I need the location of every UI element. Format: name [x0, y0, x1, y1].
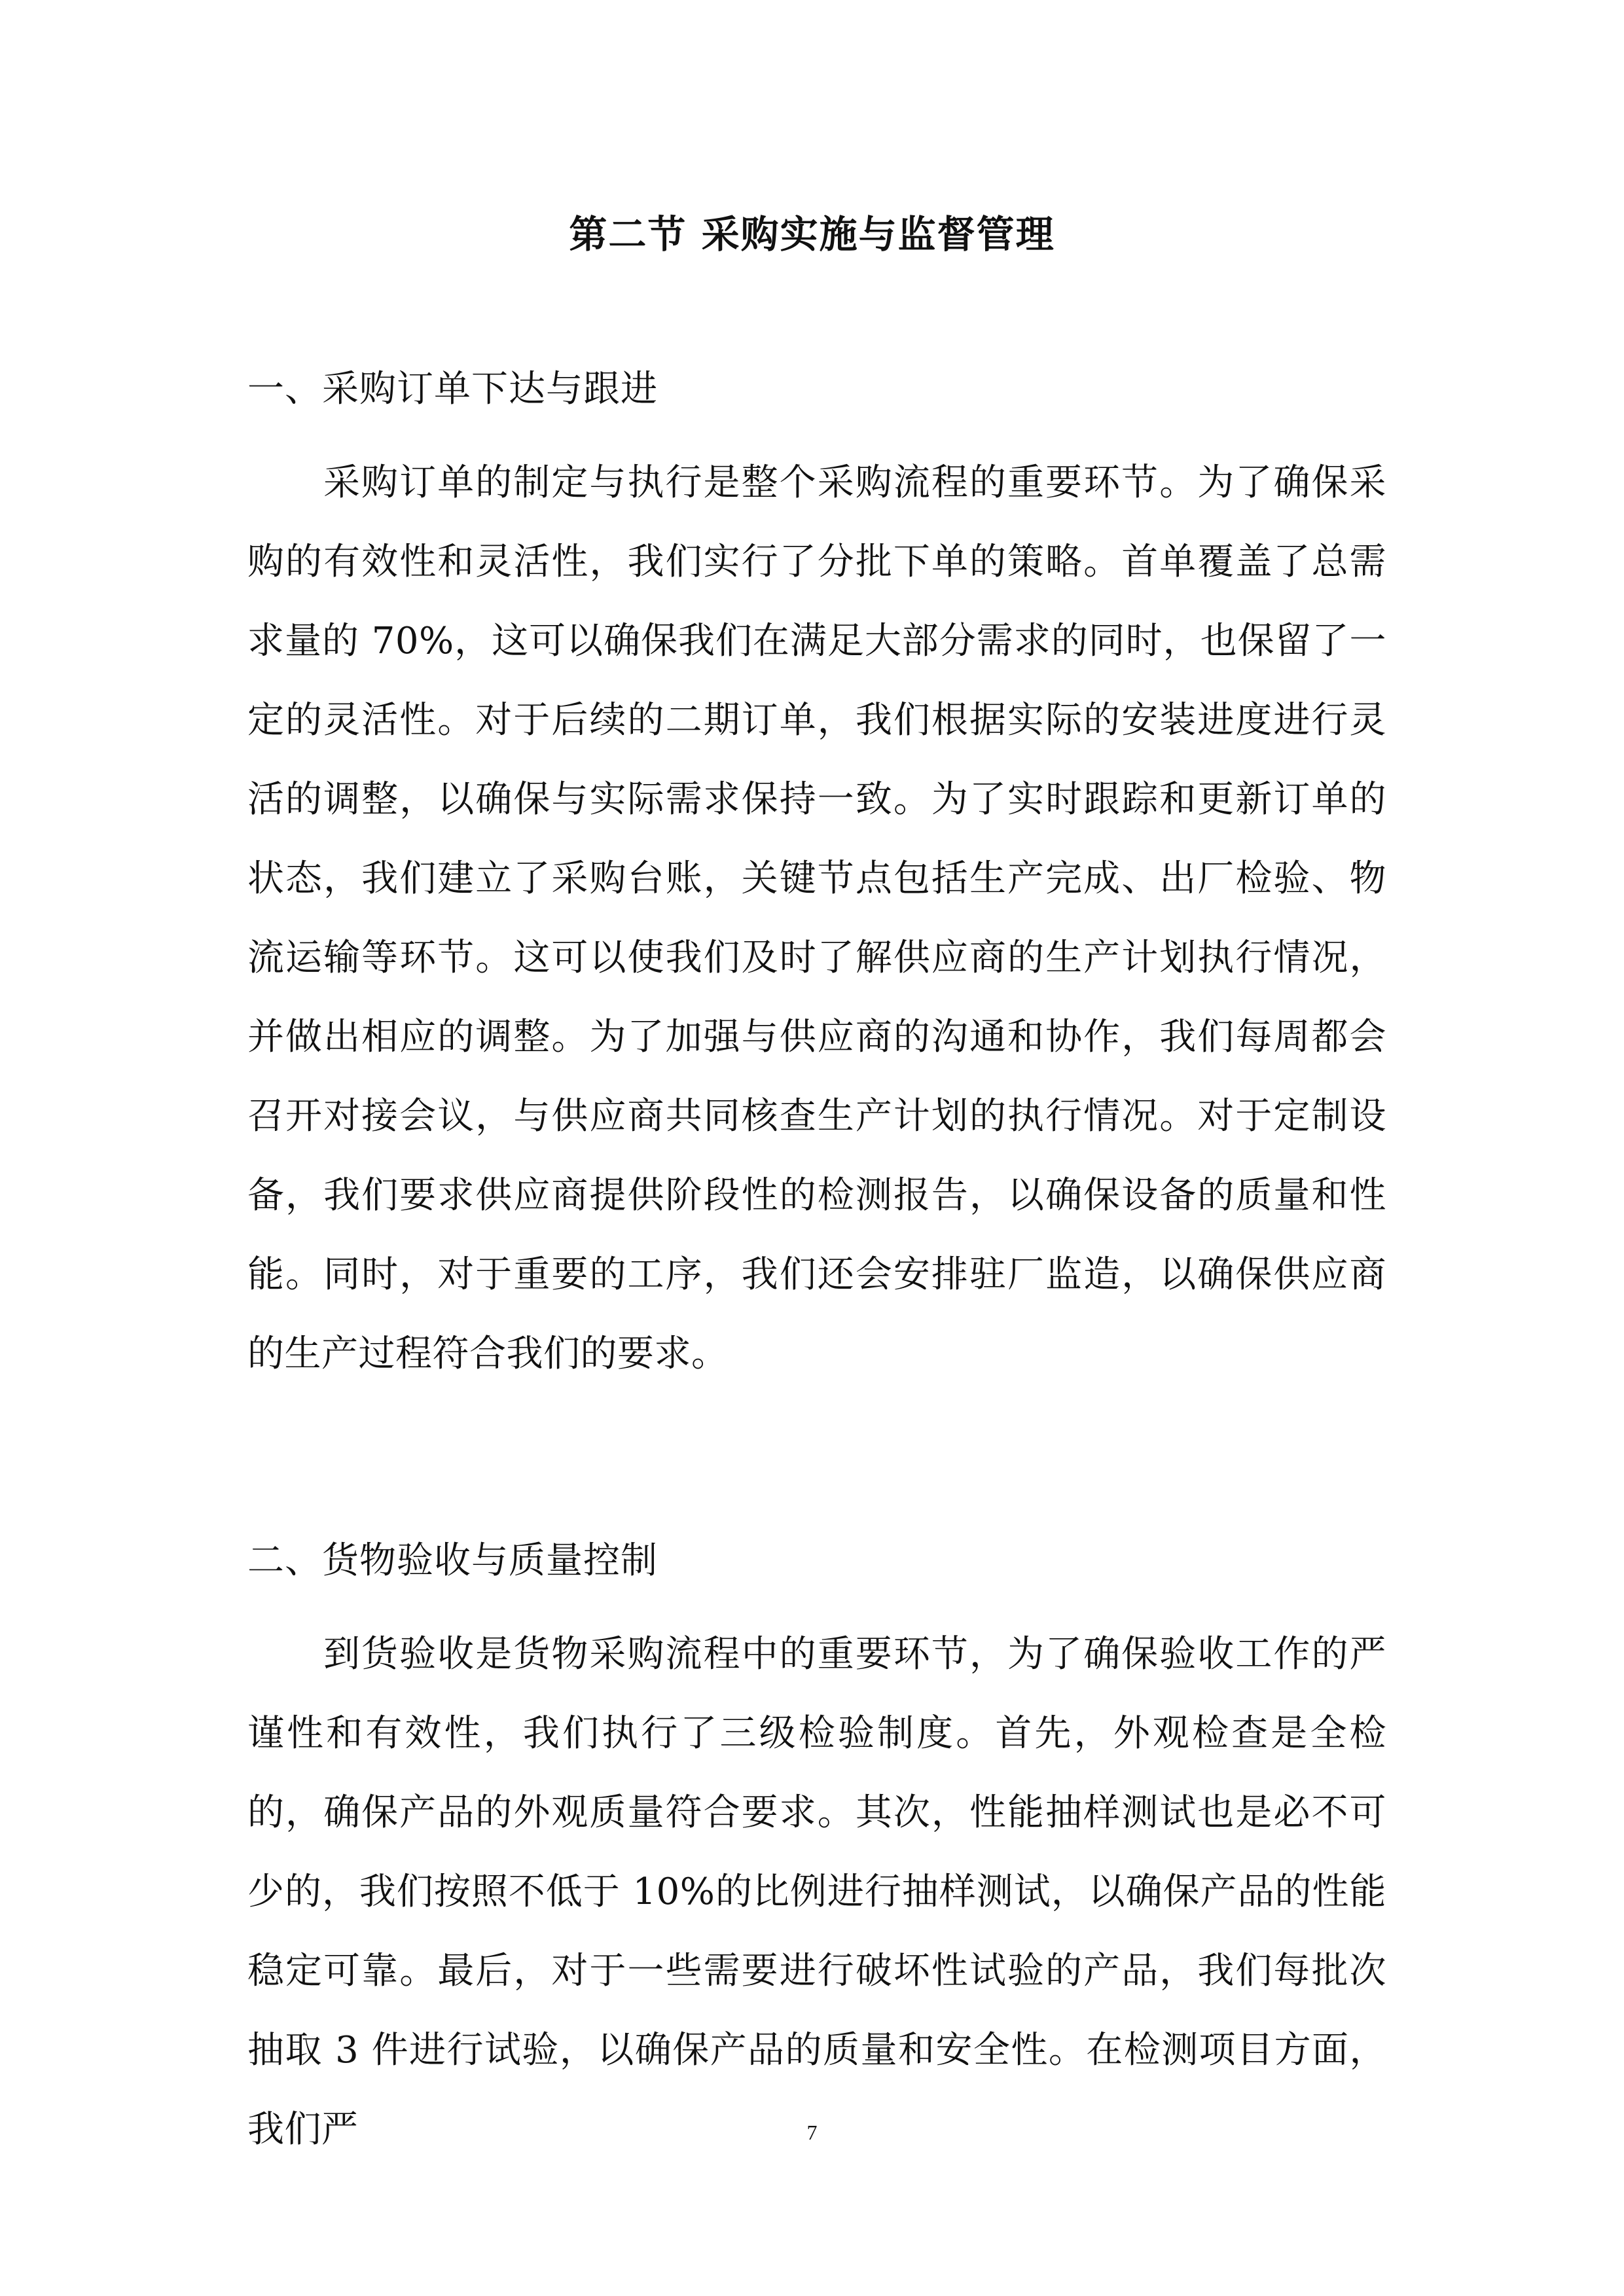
section-heading-1: 一、采购订单下达与跟进	[247, 368, 658, 410]
section-paragraph-2: 到货验收是货物采购流程中的重要环节，为了确保验收工作的严谨性和有效性，我们执行了三级检验制度。首先，外观检查是全检的，确保产品的外观质量符合要求。其次，性能抽样测试也是必不可少的，我们按照不低于 10%的比例进行抽样测试，以确保产品的性能稳定可靠。最后，对于一些需要进行破坏性试验的产品，我们每批次抽取 3 件进行试验，以确保产品的质量和安全性。在检测项目方面，我们严	[247, 1633, 1386, 2151]
section-paragraph-1: 采购订单的制定与执行是整个采购流程的重要环节。为了确保采购的有效性和灵活性，我们实行了分批下单的策略。首单覆盖了总需求量的 70%，这可以确保我们在满足大部分需求的同时，也保留了一定的灵活性。对于后续的二期订单，我们根据实际的安装进度进行灵活的调整，以确保与实际需求保持一致。为了实时跟踪和更新订单的状态，我们建立了采购台账，关键节点包括生产完成、出厂检验、物流运输等环节。这可以使我们及时了解供应商的生产计划执行情况，并做出相应的调整。为了加强与供应商的沟通和协作，我们每周都会召开对接会议，与供应商共同核查生产计划的执行情况。对于定制设备，我们要求供应商提供阶段性的检测报告，以确保设备的质量和性能。同时，对于重要的工序，我们还会安排驻厂监造，以确保供应商的生产过程符合我们的要求。	[247, 461, 1386, 1375]
section-heading-2: 二、货物验收与质量控制	[247, 1539, 658, 1582]
page-number: 7	[806, 2121, 818, 2144]
page-title: 第二节 采购实施与监督管理	[569, 212, 1055, 257]
